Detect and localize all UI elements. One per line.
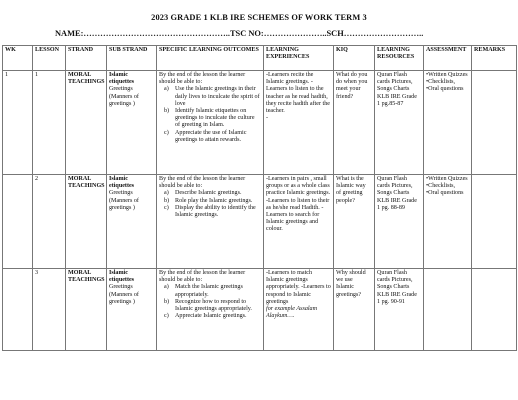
schemes-table — [2, 45, 517, 351]
cell-assessment — [424, 269, 472, 351]
col-header-lesson: LESSON — [33, 46, 66, 71]
outcomes-intro: By the end of the lesson the learner should be able to: — [159, 72, 246, 86]
cell-kiq: Why should we use Islamic greetings? — [334, 269, 375, 351]
outcome-text: Role play the Islamic greetings. — [175, 197, 253, 204]
outcome-letter: a) — [164, 190, 169, 197]
outcome-item — [164, 298, 261, 313]
cell-sub-strand — [107, 175, 157, 269]
cell-resources: Quran Flash cards Pictures, Songs Charts KLB IRE Grade 1 pg.85-87 — [375, 71, 424, 175]
cell-resources: Quran Flash cards Pictures, Songs Charts KLB IRE Grade 1 pg. 88-89 — [375, 175, 424, 269]
cell-sub-strand — [107, 71, 157, 175]
outcome-item — [164, 197, 261, 205]
cell-sub-strand — [107, 269, 157, 351]
outcome-text: Appreciate Islamic greetings. — [175, 313, 247, 320]
col-header-remarks: REMARKS — [472, 46, 517, 71]
outcome-text: Display the ability to identify the Islamic greetings. — [175, 204, 256, 219]
col-header-sub-strand: SUB STRAND — [107, 46, 157, 71]
cell-kiq: What is the Islamic way of greeting people? — [334, 175, 375, 269]
cell-wk — [3, 269, 33, 351]
outcome-item — [164, 313, 261, 320]
outcome-letter: a) — [164, 86, 169, 93]
experiences-example: for example Assalam Alaykum…. — [266, 306, 318, 320]
outcomes-intro: By the end of the lesson the learner should be able to: — [159, 270, 246, 284]
cell-lesson: 3 — [33, 269, 66, 351]
experiences-tail: - — [266, 115, 269, 122]
outcome-letter: c) — [164, 129, 169, 136]
cell-outcomes — [157, 175, 264, 269]
outcome-item — [164, 204, 261, 219]
col-header-kiq: KIQ — [334, 46, 375, 71]
tsc-label: TSC NO:………………….. — [229, 29, 327, 38]
col-header-experiences: LEARNING EXPERIENCES — [264, 46, 334, 71]
cell-assessment — [424, 71, 472, 175]
cell-lesson: 1 — [33, 71, 66, 175]
sub-strand-title: Islamic etiquettes — [109, 270, 135, 284]
outcome-item — [164, 129, 261, 144]
table-header-row — [3, 46, 517, 71]
outcomes-list — [159, 190, 261, 219]
outcome-text: Recognize how to respond to Islamic greetings appropriately. — [175, 298, 252, 313]
cell-strand: MORAL TEACHINGS — [66, 71, 107, 175]
assessment-item: •Written Quizzes — [426, 72, 468, 78]
name-label: NAME:…………………………………………….. — [55, 29, 230, 38]
cell-experiences — [264, 175, 334, 269]
sub-strand-title: Islamic etiquettes — [109, 176, 135, 190]
col-header-strand: STRAND — [66, 46, 107, 71]
assessment-item: •Checklists, — [426, 183, 456, 190]
assessment-item: •Checklists, — [426, 79, 456, 86]
cell-remarks — [472, 269, 517, 351]
experiences-text: -Learners in pairs , small groups or as a whole class practice Islamic greetings. -Learners to listen to their as he/she read Hadith. -Learners to search for Islamic greetings and colour. — [266, 176, 331, 233]
cell-resources: Quran Flash cards Pictures, Songs Charts KLB IRE Grade 1 pg. 90-91 — [375, 269, 424, 351]
outcome-text: Identify Islamic etiquettes on greetings to inculcate the culture of greeting in Islam. — [175, 108, 255, 129]
col-header-assessment: ASSESSMENT — [424, 46, 472, 71]
outcome-text: Match the Islamic greetings appropriately. — [175, 284, 243, 298]
outcome-letter: c) — [164, 204, 169, 211]
cell-assessment — [424, 175, 472, 269]
experiences-text: -Learners recite the Islamic greetings. -Learners to listen to the teacher as he read hadith, they recite hadith after the teacher. — [266, 72, 330, 115]
teacher-info-line — [55, 29, 423, 38]
cell-outcomes — [157, 269, 264, 351]
outcome-text: Describe Islamic greetings. — [175, 190, 242, 197]
col-header-wk: WK — [3, 46, 33, 71]
outcomes-list — [159, 86, 261, 144]
table-row — [3, 269, 517, 351]
cell-strand: MORAL TEACHINGS — [66, 269, 107, 351]
assessment-item: •Oral questions — [426, 86, 464, 93]
sub-strand-detail: Greetings (Manners of greetings ) — [109, 190, 139, 211]
school-label: SCH……………………….. — [326, 29, 424, 38]
experiences-text: -Learners to match Islamic greetings appropriately. -Learners to respond to Islamic greetings — [266, 270, 331, 305]
table-row — [3, 71, 517, 175]
document-title: 2023 GRADE 1 KLB IRE SCHEMES OF WORK TERM 3 — [151, 13, 367, 22]
cell-remarks — [472, 175, 517, 269]
outcome-letter: b) — [164, 108, 170, 115]
outcome-text: Appreciate the use of Islamic greetings to attain rewards. — [175, 129, 247, 143]
outcome-item — [164, 108, 261, 130]
assessment-item: •Written Quizzes — [426, 176, 468, 182]
outcomes-list — [159, 284, 261, 320]
outcome-letter: a) — [164, 284, 169, 291]
outcome-item — [164, 284, 261, 298]
sub-strand-detail: Greetings (Manners of greetings ) — [109, 86, 139, 107]
outcome-item — [164, 86, 261, 108]
sub-strand-detail: Greetings (Manners of greetings ) — [109, 284, 139, 305]
col-header-outcomes: SPECIFIC LEARNING OUTCOMES — [157, 46, 264, 71]
outcome-letter: b) — [164, 197, 170, 204]
cell-wk: 1 — [3, 71, 33, 175]
cell-lesson: 2 — [33, 175, 66, 269]
outcome-letter: c) — [164, 313, 169, 320]
cell-outcomes — [157, 71, 264, 175]
table-row — [3, 175, 517, 269]
cell-wk — [3, 175, 33, 269]
sub-strand-title: Islamic etiquettes — [109, 72, 135, 86]
outcome-letter: b) — [164, 298, 170, 305]
outcome-item — [164, 190, 261, 197]
cell-experiences — [264, 269, 334, 351]
cell-experiences — [264, 71, 334, 175]
col-header-resources: LEARNING RESOURCES — [375, 46, 424, 71]
outcome-text: Use the Islamic greetings in their daily lives to inculcate the spirit of love — [175, 86, 260, 107]
cell-strand: MORAL TEACHINGS — [66, 175, 107, 269]
outcomes-intro: By the end of the lesson the learner should be able to: — [159, 176, 246, 190]
cell-kiq: What do you do when you meet your friend? — [334, 71, 375, 175]
cell-remarks — [472, 71, 517, 175]
assessment-item: •Oral questions — [426, 190, 464, 197]
